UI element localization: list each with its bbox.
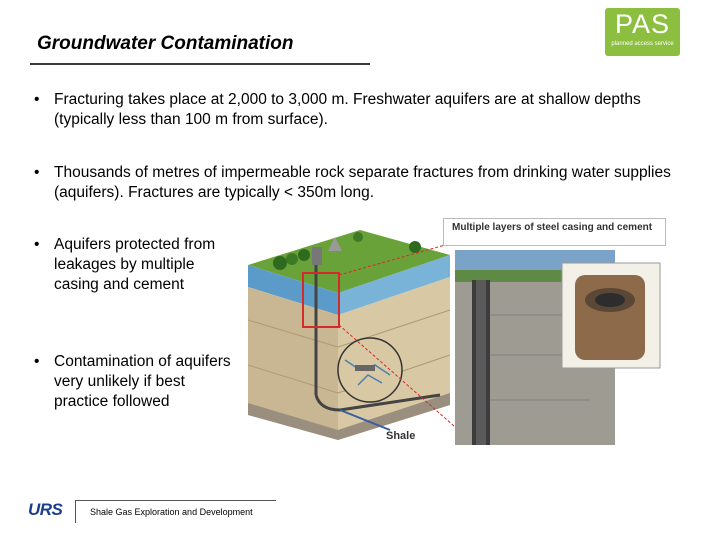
casing-callout: Multiple layers of steel casing and cement [443,218,666,246]
logo-subtext: planned access service [611,41,674,47]
bullet-1 [34,90,694,130]
urs-logo: URS [28,500,63,519]
footer-text: Shale Gas Exploration and Development [90,507,253,517]
title-underline [30,63,370,65]
pas-logo [605,8,680,56]
well-diagram [240,225,680,450]
fracture-zoom-icon [338,338,402,402]
bullet-text: Aquifers protected from leakages by multiple casing and cement [54,236,216,293]
bullet-2 [34,163,694,203]
bullet-dot: • [34,91,40,108]
casing-section-photo [562,263,660,368]
bullet-text: Fracturing takes place at 2,000 to 3,000 m. Freshwater aquifers are at shallow depths (typically less than 100 m from surface). [54,91,641,128]
bullet-4 [34,352,234,412]
shale-label: Shale [386,430,416,442]
bullet-text: Thousands of metres of impermeable rock separate fractures from drinking water supplies (aquifers). Fractures are typically < 350m long. [54,164,671,201]
bullet-dot: • [34,164,40,181]
bullet-dot: • [34,236,40,253]
bullet-dot: • [34,353,40,370]
bullet-3 [34,235,229,295]
logo-text: PAS [614,9,671,39]
slide-title: Groundwater Contamination [37,33,294,54]
bullet-text: Contamination of aquifers very unlikely if best practice followed [54,353,231,410]
